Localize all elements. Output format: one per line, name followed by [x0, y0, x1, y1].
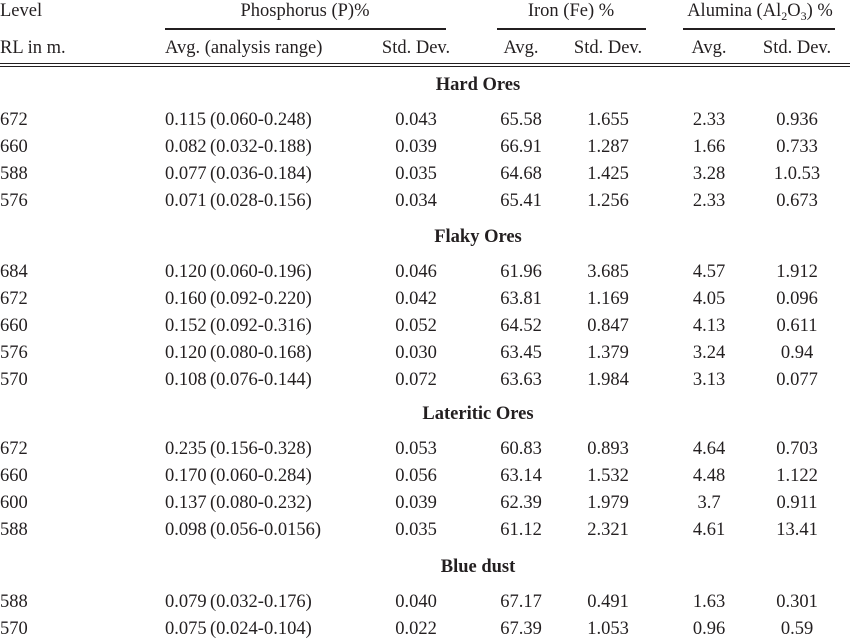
cell-p-range: (0.092-0.316) [210, 316, 312, 336]
cell-p-sd: 0.053 [395, 439, 437, 459]
cell-al-avg: 4.64 [692, 439, 726, 459]
cell-fe-avg: 66.91 [500, 137, 542, 157]
cell-p-sd: 0.039 [395, 493, 437, 513]
cell-level: 588 [0, 592, 28, 612]
alumina-underline [683, 28, 835, 30]
cell-fe-avg: 64.68 [500, 164, 542, 184]
cell-al-sd: 13.41 [776, 520, 818, 540]
header-p-sd: Std. Dev. [381, 38, 451, 58]
header-level: Level [0, 1, 43, 21]
cell-fe-sd: 1.169 [587, 289, 629, 309]
cell-level: 576 [0, 343, 28, 363]
alumina-text: ) % [806, 1, 833, 21]
cell-p-range: (0.056-0.0156) [210, 520, 321, 540]
cell-al-sd: 0.096 [776, 289, 818, 309]
cell-al-avg: 1.63 [692, 592, 726, 612]
cell-fe-sd: 1.532 [587, 466, 629, 486]
cell-level: 588 [0, 164, 28, 184]
cell-p-sd: 0.039 [395, 137, 437, 157]
cell-p-sd: 0.052 [395, 316, 437, 336]
cell-level: 570 [0, 619, 28, 639]
cell-al-avg: 1.66 [692, 137, 726, 157]
cell-p-sd: 0.040 [395, 592, 437, 612]
header-double-rule-bottom [0, 66, 850, 67]
cell-al-avg: 4.48 [692, 466, 726, 486]
section-title: Hard Ores [435, 75, 521, 95]
cell-p-sd: 0.042 [395, 289, 437, 309]
alumina-text: O [787, 1, 801, 21]
cell-p-avg: 0.137 [165, 493, 207, 513]
alumina-text: Alumina (Al [687, 1, 782, 21]
cell-level: 660 [0, 466, 28, 486]
cell-fe-avg: 61.96 [500, 262, 542, 282]
cell-fe-sd: 0.491 [587, 592, 629, 612]
cell-fe-avg: 65.41 [500, 191, 542, 211]
cell-fe-avg: 63.14 [500, 466, 542, 486]
cell-fe-sd: 1.379 [587, 343, 629, 363]
header-double-rule-top [0, 63, 850, 64]
header-alumina [687, 0, 833, 22]
cell-level: 684 [0, 262, 28, 282]
cell-p-avg: 0.160 [165, 289, 207, 309]
cell-p-sd: 0.035 [395, 164, 437, 184]
cell-p-range: (0.156-0.328) [210, 439, 312, 459]
cell-p-avg: 0.108 [165, 370, 207, 390]
cell-fe-avg: 64.52 [500, 316, 542, 336]
cell-p-range: (0.060-0.248) [210, 110, 312, 130]
cell-fe-sd: 1.984 [587, 370, 629, 390]
cell-al-avg: 2.33 [692, 191, 726, 211]
alumina-subscript: 3 [800, 9, 807, 23]
cell-al-avg: 0.96 [692, 619, 726, 639]
cell-fe-avg: 67.39 [500, 619, 542, 639]
iron-underline [497, 28, 646, 30]
cell-level: 600 [0, 493, 28, 513]
cell-al-sd: 0.077 [776, 370, 818, 390]
cell-p-avg: 0.235 [165, 439, 207, 459]
cell-p-sd: 0.034 [395, 191, 437, 211]
cell-al-sd: 1.912 [776, 262, 818, 282]
cell-level: 672 [0, 289, 28, 309]
cell-p-avg: 0.082 [165, 137, 207, 157]
cell-p-range: (0.032-0.176) [210, 592, 312, 612]
cell-fe-avg: 63.45 [500, 343, 542, 363]
cell-fe-sd: 1.053 [587, 619, 629, 639]
cell-p-avg: 0.098 [165, 520, 207, 540]
cell-fe-avg: 63.81 [500, 289, 542, 309]
cell-p-avg: 0.115 [165, 110, 206, 130]
cell-p-sd: 0.056 [395, 466, 437, 486]
cell-p-avg: 0.152 [165, 316, 207, 336]
cell-p-sd: 0.046 [395, 262, 437, 282]
phosphorus-underline [165, 28, 446, 30]
cell-al-sd: 1.0.53 [773, 164, 821, 184]
cell-al-avg: 3.7 [697, 493, 721, 513]
section-title: Lateritic Ores [422, 404, 534, 424]
cell-fe-sd: 2.321 [587, 520, 629, 540]
cell-p-range: (0.028-0.156) [210, 191, 312, 211]
header-rl: RL in m. [0, 38, 66, 58]
header-al-sd: Std. Dev. [762, 38, 832, 58]
cell-p-avg: 0.077 [165, 164, 207, 184]
cell-fe-avg: 61.12 [500, 520, 542, 540]
cell-fe-avg: 60.83 [500, 439, 542, 459]
cell-al-sd: 1.122 [776, 466, 818, 486]
alumina-subscript: 2 [781, 9, 788, 23]
cell-al-sd: 0.703 [776, 439, 818, 459]
cell-level: 672 [0, 439, 28, 459]
cell-fe-sd: 1.425 [587, 164, 629, 184]
header-iron: Iron (Fe) % [527, 1, 615, 21]
cell-al-avg: 2.33 [692, 110, 726, 130]
cell-level: 570 [0, 370, 28, 390]
cell-level: 588 [0, 520, 28, 540]
cell-p-avg: 0.071 [165, 191, 207, 211]
header-al-avg: Avg. [691, 38, 727, 58]
cell-al-avg: 4.57 [692, 262, 726, 282]
cell-fe-sd: 0.893 [587, 439, 629, 459]
cell-level: 576 [0, 191, 28, 211]
cell-al-sd: 0.611 [776, 316, 818, 336]
cell-p-range: (0.080-0.168) [210, 343, 312, 363]
cell-p-avg: 0.120 [165, 262, 207, 282]
cell-p-avg: 0.170 [165, 466, 207, 486]
cell-p-range: (0.076-0.144) [210, 370, 312, 390]
cell-fe-avg: 62.39 [500, 493, 542, 513]
header-phosphorus: Phosphorus (P)% [240, 1, 370, 21]
cell-p-sd: 0.030 [395, 343, 437, 363]
cell-al-avg: 3.13 [692, 370, 726, 390]
cell-al-sd: 0.936 [776, 110, 818, 130]
cell-p-avg: 0.079 [165, 592, 207, 612]
cell-p-range: (0.024-0.104) [210, 619, 312, 639]
cell-p-range: (0.092-0.220) [210, 289, 312, 309]
cell-fe-avg: 67.17 [500, 592, 542, 612]
cell-fe-avg: 63.63 [500, 370, 542, 390]
cell-fe-avg: 65.58 [500, 110, 542, 130]
cell-al-avg: 4.61 [692, 520, 726, 540]
cell-p-range: (0.036-0.184) [210, 164, 312, 184]
cell-p-range: (0.032-0.188) [210, 137, 312, 157]
cell-fe-sd: 0.847 [587, 316, 629, 336]
cell-fe-sd: 3.685 [587, 262, 629, 282]
cell-fe-sd: 1.256 [587, 191, 629, 211]
cell-level: 660 [0, 316, 28, 336]
cell-p-sd: 0.043 [395, 110, 437, 130]
section-title: Flaky Ores [434, 227, 522, 247]
cell-p-range: (0.080-0.232) [210, 493, 312, 513]
cell-p-sd: 0.072 [395, 370, 437, 390]
cell-p-sd: 0.035 [395, 520, 437, 540]
header-p-avg: Avg. (analysis range) [165, 38, 323, 58]
cell-al-avg: 3.24 [692, 343, 726, 363]
cell-p-range: (0.060-0.196) [210, 262, 312, 282]
header-fe-avg: Avg. [503, 38, 539, 58]
cell-al-avg: 3.28 [692, 164, 726, 184]
cell-al-sd: 0.733 [776, 137, 818, 157]
cell-al-sd: 0.301 [776, 592, 818, 612]
cell-fe-sd: 1.287 [587, 137, 629, 157]
cell-level: 672 [0, 110, 28, 130]
cell-p-sd: 0.022 [395, 619, 437, 639]
cell-al-sd: 0.911 [776, 493, 818, 513]
cell-fe-sd: 1.979 [587, 493, 629, 513]
cell-al-avg: 4.05 [692, 289, 726, 309]
cell-p-avg: 0.075 [165, 619, 207, 639]
cell-p-avg: 0.120 [165, 343, 207, 363]
cell-al-sd: 0.673 [776, 191, 818, 211]
cell-al-sd: 0.59 [780, 619, 814, 639]
cell-fe-sd: 1.655 [587, 110, 629, 130]
header-fe-sd: Std. Dev. [573, 38, 643, 58]
section-title: Blue dust [440, 557, 516, 577]
cell-p-range: (0.060-0.284) [210, 466, 312, 486]
cell-al-sd: 0.94 [780, 343, 814, 363]
cell-al-avg: 4.13 [692, 316, 726, 336]
cell-level: 660 [0, 137, 28, 157]
